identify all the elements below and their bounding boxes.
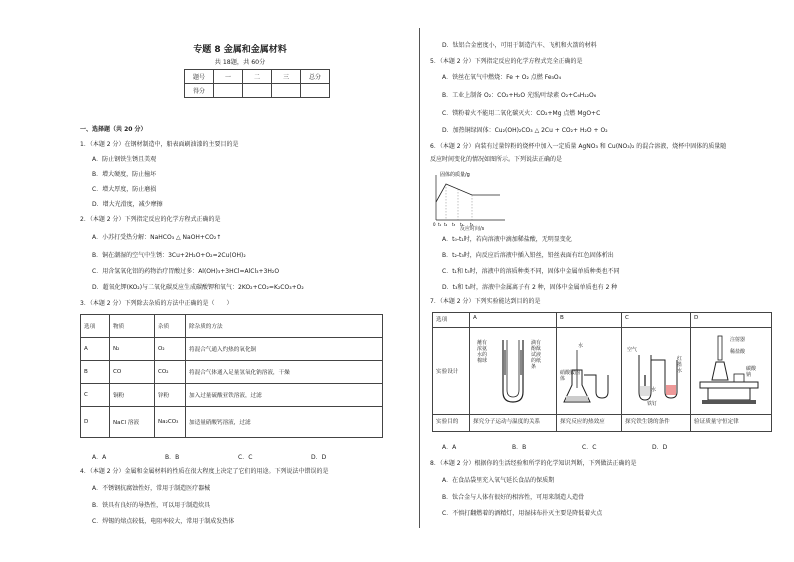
q1-option: C．增大厚度，防止磨损 xyxy=(92,186,157,193)
q3-cell: C xyxy=(81,384,110,407)
graph-ylabel: 固体的质量/g xyxy=(440,172,470,178)
q3-answer: D．D xyxy=(311,454,327,461)
q3-cell: 将混合气体通入足量氢氧化钠溶液，干燥 xyxy=(186,361,383,384)
q6-stem: 6．（本题 2 分）向装有过量锌粉的烧杯中加入一定质量 AgNO₃ 和 Cu(NO₃)₂ 的混合溶液，烧杯中固体的质量随 xyxy=(430,143,727,150)
q7-figure-b xyxy=(557,328,622,415)
score-cell[interactable] xyxy=(272,84,301,98)
q6-option: B．t₂-t₃时，向反应后溶液中插入铅丝，铅丝表面有红色固体析出 xyxy=(442,252,614,259)
score-cell[interactable] xyxy=(214,84,243,98)
label-c1: 空气 xyxy=(627,347,638,353)
q5-option: B．工业上制备 O₂：CO₂+H₂O 光照/叶绿素 O₂+C₆H₁₂O₆ xyxy=(442,92,597,99)
q7-header: D xyxy=(691,313,772,328)
graph-tick: t₂ xyxy=(444,222,448,227)
q3-header: 物质 xyxy=(110,315,155,338)
q6-stem-cont: 反应时间变化的情况如图所示。下列说法正确的是 xyxy=(430,156,563,163)
q7-header: B xyxy=(557,313,622,328)
q5-option: C．镁粉着火不能用二氧化碳灭火：CO₂+Mg 点燃 MgO+C xyxy=(442,110,601,117)
q2-option: A．小苏打受热分解：NaHCO₃ △ NaOH+CO₂↑ xyxy=(92,234,222,241)
q7-header: 选项 xyxy=(433,313,470,328)
q3-cell: CO₂ xyxy=(155,361,186,384)
q1-option: A．防止钢铁生锈且美观 xyxy=(92,156,157,163)
label-d3: 碳酸钠 xyxy=(746,366,757,378)
q6-graph xyxy=(430,170,510,230)
q5-stem: 5．（本题 2 分）下列指定反应的化学方程式完全正确的是 xyxy=(430,58,583,65)
graph-tick: t₃ xyxy=(452,222,456,227)
q7-answer: B．B xyxy=(512,444,527,451)
q7-purpose: 探究铁生锈的条件 xyxy=(622,415,691,432)
q7-answer: D．D xyxy=(652,444,668,451)
q3-cell: 加适量硝酸钙溶液，过滤 xyxy=(186,407,383,438)
q3-cell: N₂ xyxy=(110,338,155,361)
section-heading: 一、选择题（共 20 分） xyxy=(80,126,147,133)
q3-cell: 加入过量硫酸亚铁溶液，过滤 xyxy=(186,384,383,407)
q3-cell: Na₂CO₃ xyxy=(155,407,186,438)
q7-figure-a xyxy=(470,328,557,415)
score-row-label: 得分 xyxy=(185,84,214,98)
q7-header: A xyxy=(470,313,557,328)
score-header: 总分 xyxy=(301,70,330,84)
label-a1: 蘸有浓氨水的棉球 xyxy=(477,340,488,364)
label-c2: 水 xyxy=(651,387,657,393)
q7-purpose: 探究反应的热效应 xyxy=(557,415,622,432)
label-c3: 铁钉 xyxy=(647,401,658,407)
q6-option: C．t₁和 t₅时，溶液中的溶质种类不同，固体中金属单质种类也不同 xyxy=(442,268,620,275)
q2-option: C．用含氢氧化铝的药物治疗胃酸过多：Al(OH)₃+3HCl=AlCl₃+3H₂O xyxy=(92,268,280,275)
q2-stem: 2．（本题 2 分）下列指定反应的化学方程式正确的是 xyxy=(80,216,221,223)
q6-option: D．t₃和 t₅时，溶液中金属离子有 2 种，固体中金属单质也有 2 种 xyxy=(442,284,618,291)
q4-option-d: D．钛铝合金密度小，可用于制造汽车、飞机和火箭的材料 xyxy=(442,42,597,49)
q7-header: C xyxy=(622,313,691,328)
q7-purpose: 验证质量守恒定律 xyxy=(691,415,772,432)
label-b1: 水 xyxy=(578,343,584,349)
q4-option: C．焊锡的熔点较低，电阻率较大，常用于制成发热体 xyxy=(92,518,235,525)
q3-cell: CO xyxy=(110,361,155,384)
q3-cell: B xyxy=(81,361,110,384)
label-b2: 硝酸铵固体 xyxy=(560,370,581,382)
q4-option: B．铁具有良好的导热性，可以用于制造炊具 xyxy=(92,502,211,509)
graph-tick: t₁ xyxy=(438,222,442,227)
page-title: 专题 8 金属和金属材料 xyxy=(193,45,287,55)
q3-cell: A xyxy=(81,338,110,361)
graph-tick: 0 xyxy=(433,222,436,227)
q3-answer: A．A xyxy=(92,454,107,461)
q7-table xyxy=(432,312,772,432)
q1-option: D．增大光滑度，减少摩擦 xyxy=(92,201,163,208)
graph-tick: t₄ xyxy=(460,222,464,227)
q7-row-label: 实验设计 xyxy=(433,328,470,415)
q7-figure-c xyxy=(622,328,691,415)
graph-curve xyxy=(436,184,500,202)
q7-stem: 7．（本题 2 分）下列实验能达到目的的是 xyxy=(430,298,541,305)
score-cell[interactable] xyxy=(243,84,272,98)
q4-option: A．不锈钢抗腐蚀性好，常用于制造医疗器械 xyxy=(92,485,211,492)
q2-option: B．铜在潮湿的空气中生锈：3Cu+2H₂O+O₂=2Cu(OH)₂ xyxy=(92,252,246,259)
q1-option: B．增大硬度，防止撞坏 xyxy=(92,171,157,178)
q6-option: A．t₀-t₁时，若向溶液中滴加稀盐酸，无明显变化 xyxy=(442,236,572,243)
q1-stem: 1．（本题 2 分）在钢材制造中，船表面刷油漆的主要目的是 xyxy=(80,141,239,148)
q3-cell: D xyxy=(81,407,110,438)
page-subtitle: 共 18题，共 60分 xyxy=(214,59,266,66)
q2-option: D．超氧化钾(KO₂)与二氧化碳反应生成碳酸钾和氧气：2KO₂+CO₂=K₂CO₃+O₂ xyxy=(92,284,304,291)
q8-stem: 8．（本题 2 分）根据你的生活经验和所学的化学知识判断，下列做法正确的是 xyxy=(430,460,637,467)
q3-header: 除杂质的方法 xyxy=(186,315,383,338)
q3-cell: O₂ xyxy=(155,338,186,361)
score-header: 三 xyxy=(272,70,301,84)
graph-tick: t₅ xyxy=(470,222,474,227)
label-c4: 红墨水 xyxy=(677,356,683,374)
q3-answer: C．C xyxy=(238,454,253,461)
q3-cell: 将混合气通入灼热的氧化铜 xyxy=(186,338,383,361)
q3-stem: 3．（本题 2 分）下列除去杂质的方法中正确的是（ ） xyxy=(80,300,233,307)
q8-option: A．在食品袋里充入氧气延长食品的保质期 xyxy=(442,477,555,484)
score-header: 二 xyxy=(243,70,272,84)
q7-answer: A．A xyxy=(442,444,457,451)
score-header: 一 xyxy=(214,70,243,84)
q4-stem: 4．（本题 2 分）金属和金属材料的性质在很大程度上决定了它们的用途。下列说法中错误的是 xyxy=(80,468,329,475)
score-table xyxy=(184,69,330,98)
q8-option: B．钛合金与人体有很好的相容性，可用来制造人造骨 xyxy=(442,494,585,501)
q3-cell: 铜粉 xyxy=(110,384,155,407)
q3-header: 选项 xyxy=(81,315,110,338)
q5-option: D．加热铜绿固体：Cu₂(OH)₂CO₃ △ 2Cu + CO₂+ H₂O + O₂ xyxy=(442,127,608,134)
label-a2: 滴有酚酞试液的纸条 xyxy=(531,340,542,370)
q7-figure-d xyxy=(691,328,772,415)
graph-xlabel: 反应时间/s xyxy=(460,226,485,232)
column-divider xyxy=(419,28,420,528)
label-d1: 注射器 xyxy=(730,337,746,343)
label-d2: 稀盐酸 xyxy=(730,349,746,355)
q7-purpose: 探究分子运动与温度的关系 xyxy=(470,415,557,432)
q5-option: A．铁丝在氧气中燃烧：Fe + O₂ 点燃 Fe₃O₄ xyxy=(442,74,562,81)
q3-cell: NaCl 溶液 xyxy=(110,407,155,438)
q7-answer: C．C xyxy=(582,444,597,451)
q8-option: C．不慎打翻燃着的酒精灯，用湿抹布扑灭主要是降低着火点 xyxy=(442,510,603,517)
q3-table xyxy=(80,314,383,438)
score-header: 题号 xyxy=(185,70,214,84)
score-cell[interactable] xyxy=(301,84,330,98)
q3-cell: 锌粉 xyxy=(155,384,186,407)
q3-answer: B．B xyxy=(165,454,180,461)
q7-row-label: 实验目的 xyxy=(433,415,470,432)
q3-header: 杂质 xyxy=(155,315,186,338)
